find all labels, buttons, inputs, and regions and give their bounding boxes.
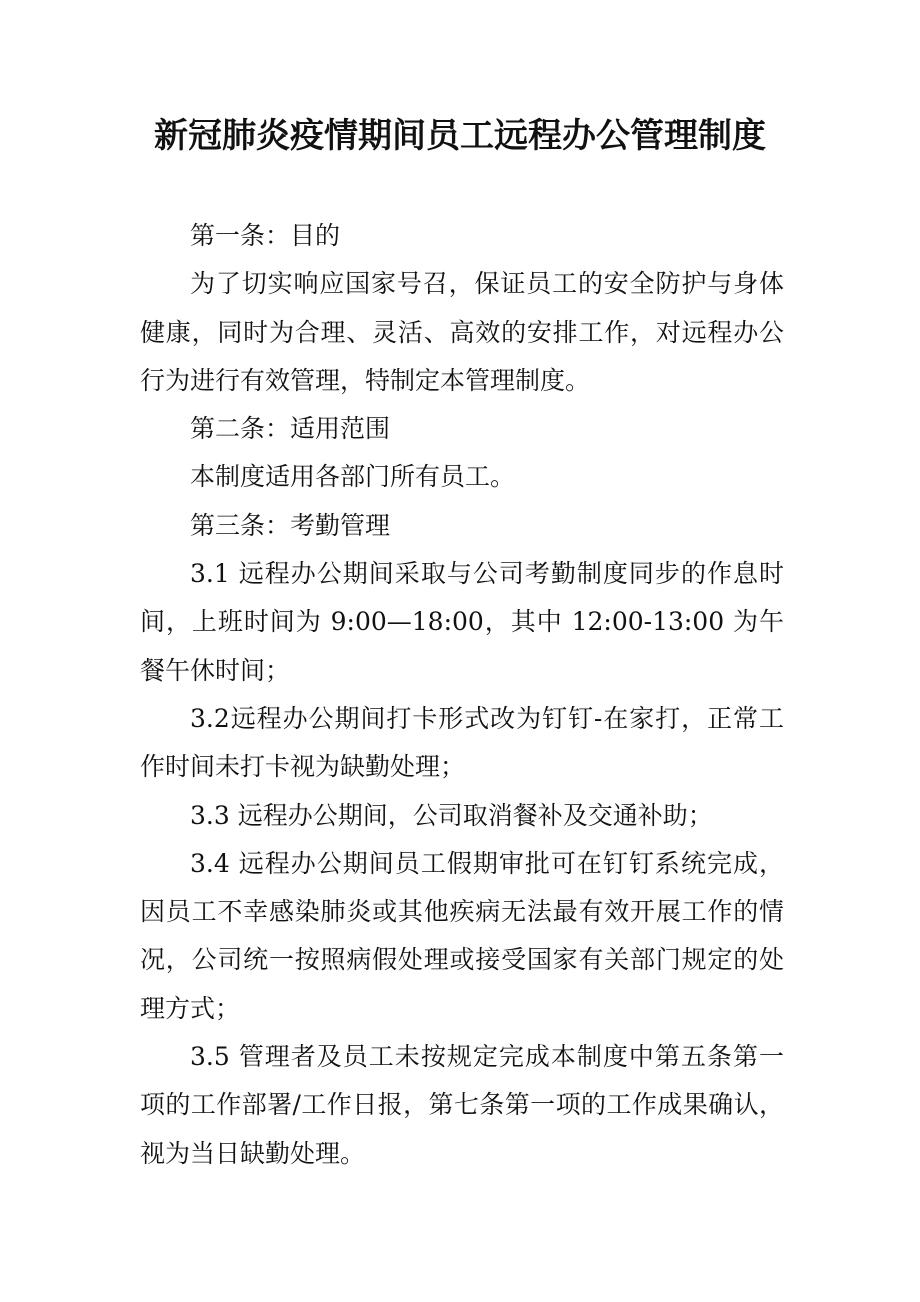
article-2-heading: 第二条：适用范围 bbox=[190, 414, 391, 444]
article-2-text: 本制度适用各部门所有员工。 bbox=[190, 462, 516, 492]
document-body bbox=[140, 212, 784, 1178]
clause-3-3: 3.3 远程办公期间，公司取消餐补及交通补助； bbox=[190, 800, 713, 830]
clause-3-2: 3.2远程办公期间打卡形式改为钉钉-在家打，正常工作时间未打卡视为缺勤处理； bbox=[140, 703, 784, 782]
article-1-heading: 第一条：目的 bbox=[190, 221, 341, 250]
article-3-heading: 第三条：考勤管理 bbox=[190, 510, 391, 540]
clause-3-1: 3.1 远程办公期间采取与公司考勤制度同步的作息时间，上班时间为 9:00—18:00，其中 12:00-13:00 为午餐午休时间； bbox=[140, 559, 784, 685]
clause-3-5: 3.5 管理者及员工未按规定完成本制度中第五条第一项的工作部署/工作日报，第七条第一项的工作成果确认，视为当日缺勤处理。 bbox=[140, 1042, 784, 1168]
article-1-text: 为了切实响应国家号召，保证员工的安全防护与身体健康，同时为合理、灵活、高效的安排工作，对远程办公行为进行有效管理，特制定本管理制度。 bbox=[140, 269, 784, 395]
document-title: 新冠肺炎疫情期间员工远程办公管理制度 bbox=[154, 116, 766, 156]
clause-3-4: 3.4 远程办公期间员工假期审批可在钉钉系统完成，因员工不幸感染肺炎或其他疾病无法最有效开展工作的情况，公司统一按照病假处理或接受国家有关部门规定的处理方式； bbox=[140, 848, 784, 1023]
